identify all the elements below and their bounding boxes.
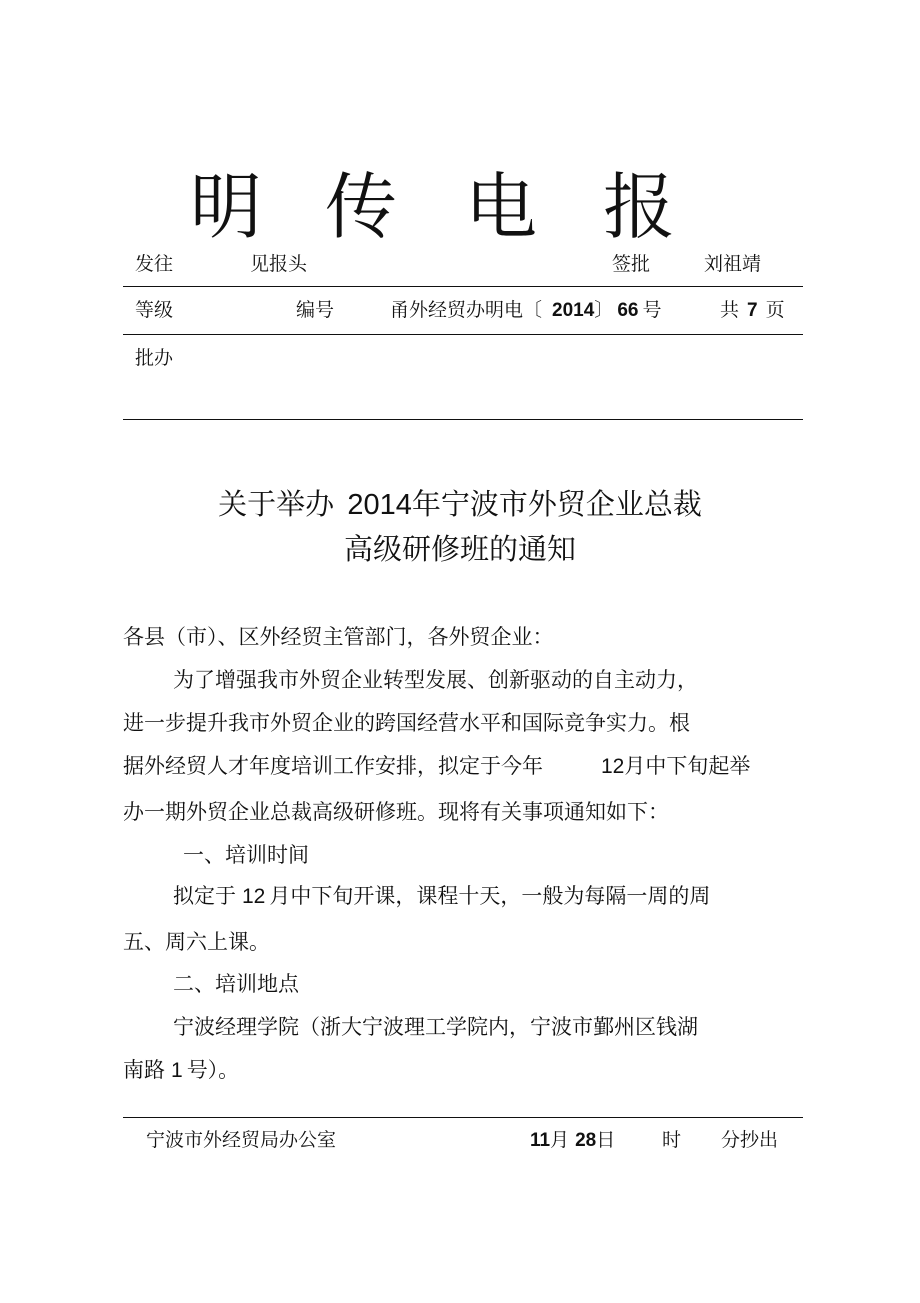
approve-label: 签批 [612, 253, 651, 275]
footer-month: 11 [530, 1130, 551, 1151]
section-1-line-1-b: 月中下旬开课，课程十天，一般为每隔一周的周 [269, 884, 711, 908]
document-number-seq: 66 [617, 300, 639, 321]
document-number-suffix: 号 [642, 299, 662, 321]
level-label: 等级 [135, 299, 174, 321]
title-char-1: 明 [190, 165, 263, 249]
subject-line-2: 高级研修班的通知 [343, 532, 576, 566]
handle-label: 批办 [135, 347, 174, 369]
document-number-close: 〕 [594, 299, 614, 321]
section-2-line-2-num: 1 [171, 1059, 183, 1082]
send-to-value: 见报头 [250, 253, 308, 275]
footer-office: 宁波市外经贸局办公室 [146, 1129, 337, 1151]
salutation: 各县（市）、区外经贸主管部门，各外贸企业： [123, 625, 554, 649]
title-char-4: 报 [603, 165, 676, 249]
subject-year: 2014 [347, 489, 412, 521]
section-2-line-2 [123, 1056, 239, 1085]
section-1-line-2: 五、周六上课。 [123, 930, 270, 954]
section-1-heading: 一、培训时间 [183, 843, 309, 867]
page-count-value: 7 [747, 300, 758, 321]
document-number-year: 2014 [552, 300, 595, 321]
header-divider-3 [123, 419, 803, 420]
paragraph-1-line-3-b: 月中下旬起举 [624, 754, 751, 778]
section-1-line-1-a: 拟定于 [173, 884, 236, 908]
document-number [390, 297, 661, 324]
section-2-line-2-b: 号）。 [186, 1058, 240, 1082]
title-char-2: 传 [325, 165, 398, 249]
send-to-label: 发往 [135, 253, 174, 275]
document-number-prefix: 甬外经贸办明电〔 [390, 299, 543, 321]
footer-date [530, 1127, 615, 1154]
section-1-line-1 [173, 882, 710, 911]
subject-line-1 [0, 486, 920, 523]
footer-day-unit: 日 [596, 1129, 616, 1151]
footer-hour: 时 [662, 1129, 682, 1151]
paragraph-1-line-4: 办一期外贸企业总裁高级研修班。现将有关事项通知如下： [123, 800, 669, 824]
approve-value: 刘祖靖 [704, 253, 762, 275]
paragraph-1-line-3-num: 12 [601, 755, 625, 778]
paragraph-1-line-1: 为了增强我市外贸企业转型发展、创新驱动的自主动力， [173, 668, 698, 692]
footer-divider [123, 1117, 803, 1118]
section-2-heading: 二、培训地点 [173, 972, 299, 996]
header-divider-1 [123, 286, 803, 287]
subject-line-1-b: 年宁波市外贸企业总裁 [411, 487, 702, 521]
header-divider-2 [123, 334, 803, 335]
paragraph-1-line-2: 进一步提升我市外贸企业的跨国经营水平和国际竞争实力。根 [123, 711, 690, 735]
footer-day: 28 [575, 1130, 597, 1151]
subject-line-1-a: 关于举办 [218, 487, 335, 521]
section-1-line-1-num: 12 [242, 885, 266, 908]
page-count-suffix: 页 [765, 299, 785, 321]
number-label: 编号 [296, 299, 335, 321]
section-2-line-1: 宁波经理学院（浙大宁波理工学院内，宁波市鄞州区钱湖 [173, 1015, 698, 1039]
footer-minute-copy: 分抄出 [721, 1129, 779, 1151]
footer-month-unit: 月 [550, 1129, 570, 1151]
page-count [720, 297, 785, 324]
section-2-line-2-a: 南路 [123, 1058, 165, 1082]
paragraph-1-line-3 [123, 752, 750, 781]
paragraph-1-line-3-a: 据外经贸人才年度培训工作安排，拟定于今年 [123, 754, 543, 778]
title-char-3: 电 [465, 165, 538, 249]
page-count-prefix: 共 [720, 299, 740, 321]
